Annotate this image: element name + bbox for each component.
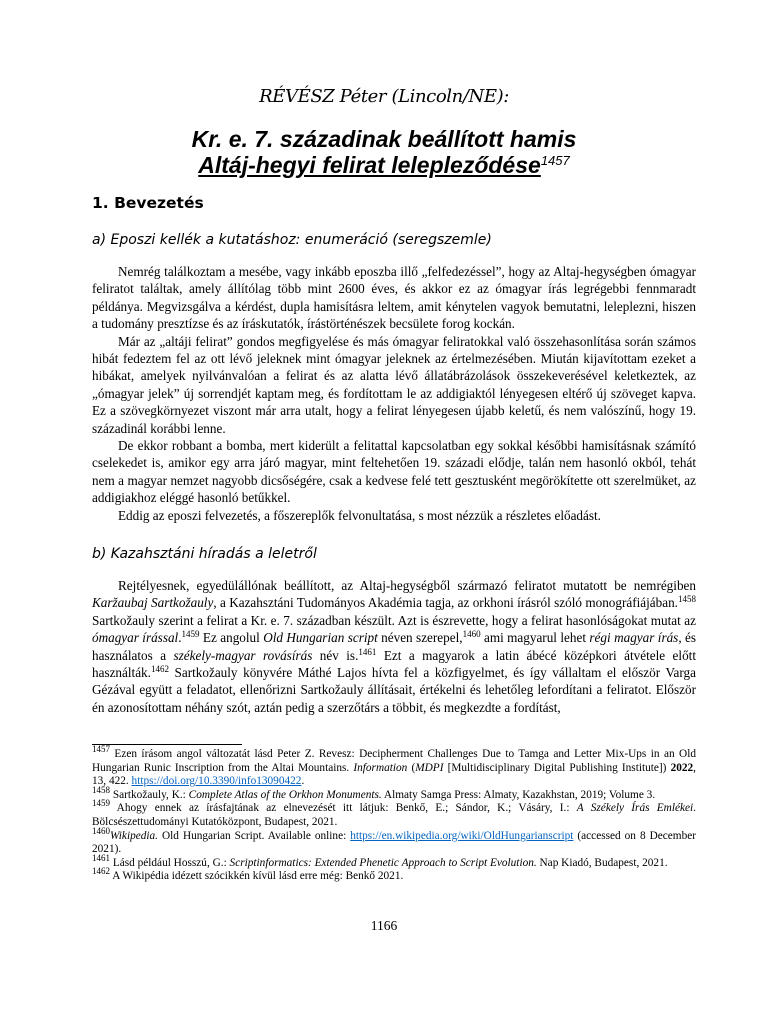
paragraph: Eddig az eposzi felvezetés, a főszereplők felvonultatása, s most nézzük a részletes előadást. [118,507,601,523]
source-name: Wikipedia. [110,829,159,842]
paragraph: Már az „altáji felirat” gondos megfigyelése és más ómagyar feliratokkal való összehasonlítása során számos hibát fedeztem fel az ott lévő jeleknek mint ómagyar jeleknek az értelmezésében. Miután kijavítottam ezeket a hibákat, amelyek nyilvánvalóan a felirat és az alatta lévő állatábrázolások összekeverésével keletkeztek, az „ómagyar jelek” új sorrendjét kaptam meg, és fordítottam le az addigiaktól lényegesen eltérő új szöveget kapva. Ez a szövegkörnyezet viszont már arra utalt, hogy a felirat lényegesen újabb keletű, és nem valószínű, hogy 19. századinál korábbi lenne. [92,333,696,436]
text-run: Ezen írásom angol változatát lásd Peter Z. Revesz: Decipherment Challenges Due to Tamga and Letter Mix-Ups in an Old Hungarian Runic Inscription from the Altai Mountains. [92,748,696,774]
title-line-2 [60,152,708,178]
term: régi magyar írás [589,630,679,646]
text-run: Rejtélyesnek, egyedülállónak beállított, az Altaj-hegységből származó feliratot mutatott be nemrégiben [118,578,696,593]
book-title: A Székely Írás Emlékei [576,802,694,815]
text-run: Nap Kiadó, Budapest, 2021. [536,856,668,869]
footnote-ref[interactable]: 1462 [150,664,169,675]
section-a-body [92,263,696,524]
text-run: ( [407,761,416,774]
footnote-number: 1460 [92,825,110,836]
footnote-1459 [92,798,696,829]
text-run: ami magyarul lehet [480,630,590,646]
text-run: , a Kazahsztáni Tudományos Akadémia tagja, az orkhoni írásról szóló monográfiájában. [213,595,678,611]
term: ómagyar írással [92,630,179,646]
wikipedia-link[interactable]: https://en.wikipedia.org/wiki/OldHungarianscript [350,829,574,842]
footnote-1460 [92,825,696,857]
article-title [60,126,708,178]
text-run: A Wikipédia idézett szócikkén kívül lásd erre még: Benkő 2021. [110,870,404,883]
footnote-1457 [92,744,696,789]
footnote-ref[interactable]: 1461 [358,646,377,657]
footnote-number: 1459 [92,798,110,809]
text-run: Lásd például Hosszú, G.: [110,856,230,869]
term: Old Hungarian script [263,630,378,646]
paragraph [92,577,696,716]
book-title: Complete Atlas of the Orkhon Monuments. [188,788,382,801]
book-title: Scriptinformatics: Extended Phenetic Approach to Script Evolution. [229,856,537,869]
title-line-1: Kr. e. 7. századinak beállított hamis [191,126,577,152]
text-run: Ezt a magyarok a latin ábécé középkori átvétele előtt használták. [92,647,696,681]
footnote-ref[interactable]: 1460 [462,629,481,640]
text-run: . [301,775,305,788]
text-run: , 13, 422. [92,761,696,788]
text-run: . [178,630,182,646]
footnote-number: 1458 [92,784,110,795]
footnote-number: 1457 [92,744,110,754]
text-run: név is. [312,647,359,663]
text-run: Old Hungarian Script. Available online: [158,829,351,842]
author-line: RÉVÉSZ Péter (Lincoln/NE): [259,86,509,107]
text-run: Sartkožauly, K.: [110,788,189,801]
text-run: [Multidisciplinary Digital Publishing Institute]) [443,761,671,774]
title-line-2-text: Altáj-hegyi felirat lelepleződése [198,152,541,178]
text-run: néven szerepel, [377,630,463,646]
text-run: . Bölcsészettudományi Kutatóközpont, Budapest, 2021. [92,802,696,828]
doi-link[interactable]: https://doi.org/10.3390/info13090422 [131,775,302,788]
footnotes [92,744,696,884]
paragraph: De ekkor robbant a bomba, mert kiderült a felitattal kapcsolatban egy sokkal későbbi hamisításnak számító cselekedet is, amikor egy arra járó magyar, mint feltehetően 19. századi elődje, talán nem hasonló okból, tehát nem a magyar nemzet nagyobb dicsőségére, csak a kedvese felé tett gesztusként megörökítette ott szerelmüket, az addigiakhoz eléggé hasonló betűkkel. [92,438,696,506]
section-b-body [92,577,696,716]
page-number: 1166 [370,918,398,933]
author-name: Karžaubaj Sartkožauly [92,595,214,611]
text-run: Sartkožauly szerint a felirat a Kr. e. 7. században készült. Azt is észrevette, hogy a felirat hasonlóságokat mutat az [92,612,696,628]
text-run: Sartkožauly könyvére Máthé Lajos hívta fel a közfigyelmet, és így vállaltam el először Varga Gézával együtt a feladatot, ellenőrizni Sartkožauly állításait, értékelni és lehetőleg lefordítani a feliratot. Először én azonosítottam néhány szót, aztán pedig a szerzőtárs a többit, és megkezdte a fordítást, [92,665,696,715]
publisher-name: MDPI [415,761,444,774]
text-run: , és használatos a [92,630,697,663]
year: 2022 [670,761,694,774]
footnote-1458 [92,784,696,803]
title-footnote-ref[interactable]: 1457 [540,153,570,168]
footnote-1461 [92,852,696,871]
text-run: (accessed on 8 December 2021). [92,829,696,856]
footnote-number: 1461 [92,852,110,863]
journal-name: Information [353,761,408,774]
subheading-a: a) Eposzi kellék a kutatáshoz: enumeráció (seregszemle) [92,232,492,248]
footnote-number: 1462 [92,866,110,877]
text-run: Almaty Samga Press: Almaty, Kazakhstan, 2019; Volume 3. [381,788,656,801]
footnote-1462 [92,866,696,884]
section-heading: 1. Bevezetés [92,194,204,212]
footnote-ref[interactable]: 1458 [677,594,696,605]
text-run: Ez angolul [199,630,264,646]
text-run: Ahogy ennek az írásfajtának az elnevezését itt látjuk: Benkő, E.; Sándor, K.; Vásáry, I.: [110,802,577,815]
term: székely-magyar rovásírás [173,647,313,663]
footnote-separator [92,744,242,745]
footnote-ref[interactable]: 1459 [181,629,200,640]
paragraph: Nemrég találkoztam a mesébe, vagy inkább eposzba illő „felfedezéssel”, hogy az Altaj-hegységben ómagyar feliratot találtak, amely állítólag több mint 2600 éves, és akkor ez az ómagyar írás legrégebbi fennmaradt példánya. Megvizsgálva a kérdést, dupla hamisításra leltem, amit kénytelen vagyok bemutatni, leleplezni, hiszen a tudomány presztízse és az íráskutatók, írástörténészek becsülete forog kockán. [92,264,696,332]
subheading-b: b) Kazahsztáni híradás a leletről [92,546,317,562]
